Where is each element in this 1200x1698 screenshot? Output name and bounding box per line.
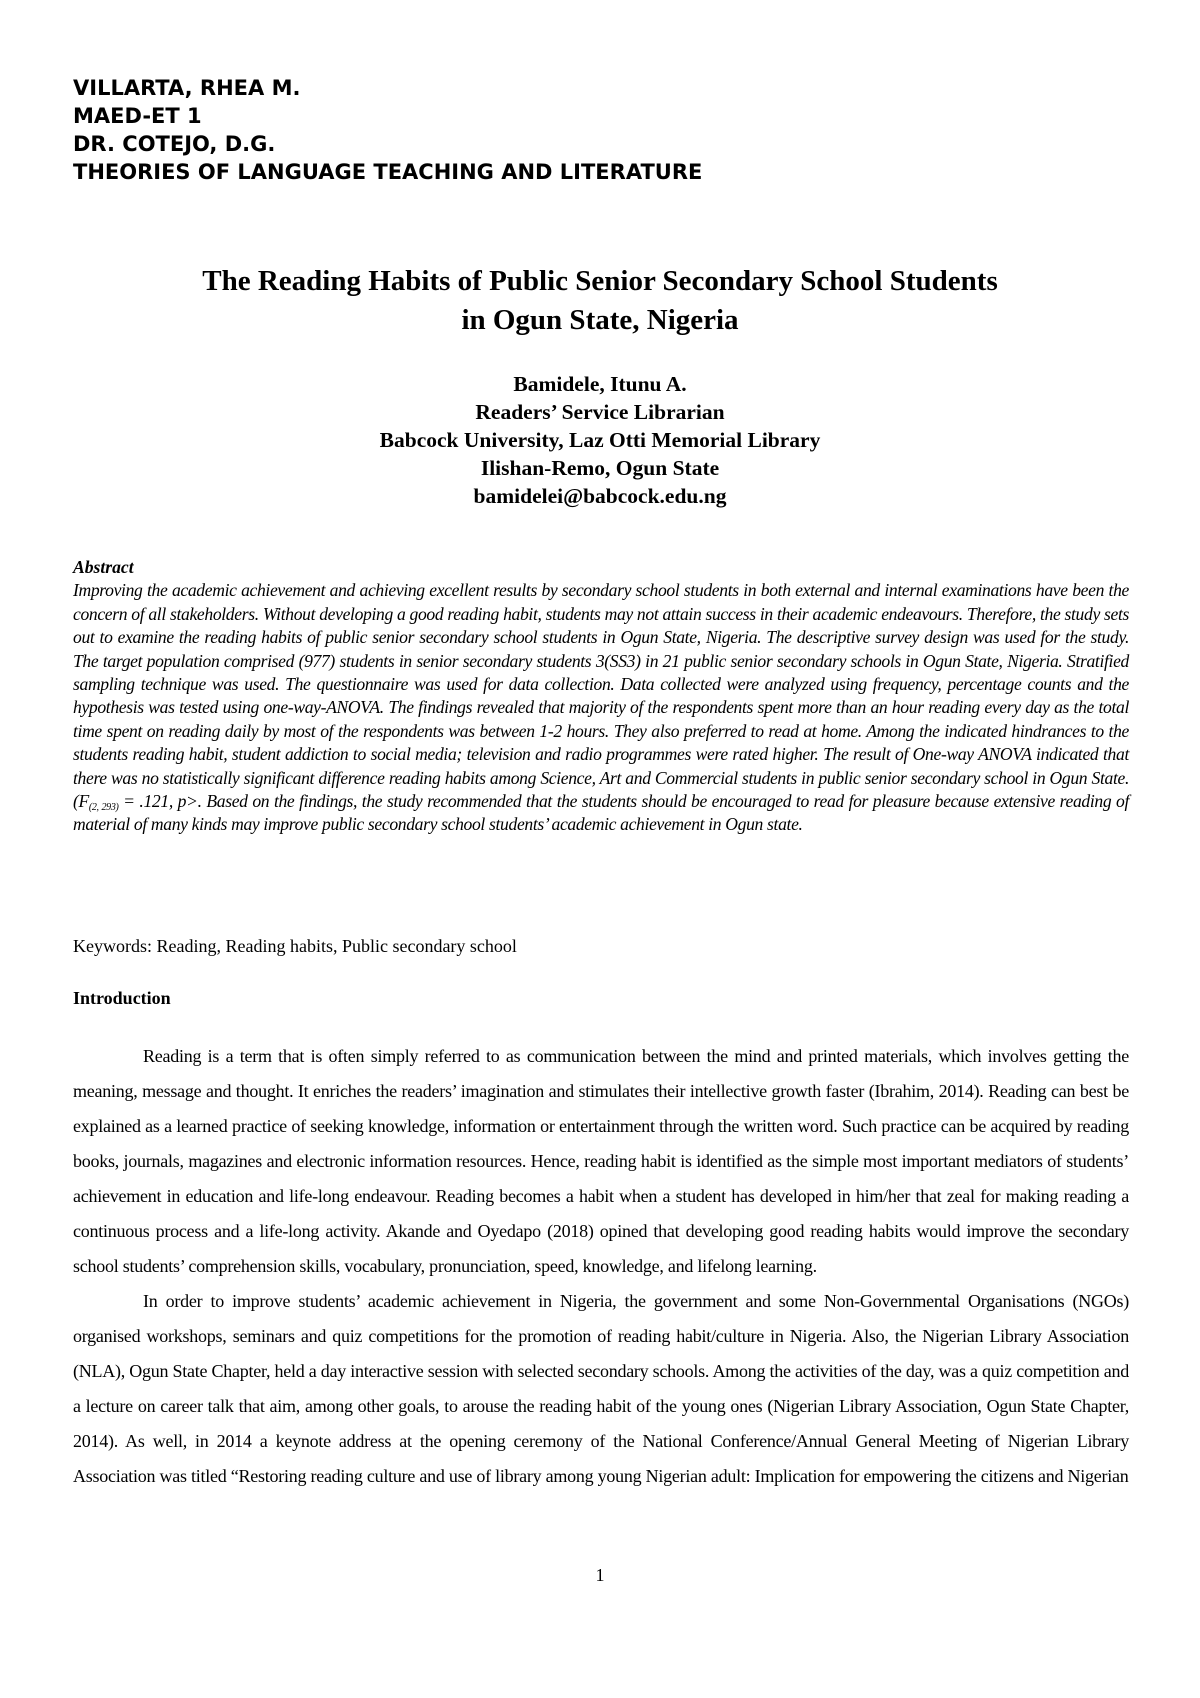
author-name: Bamidele, Itunu A.	[513, 372, 687, 396]
body-paragraph: Reading is a term that is often simply referred to as communication between the mind and printed materials, which involves getting the meaning, message and thought. It enriches the readers’ imagination and stimulates their intellective growth faster (Ibrahim, 2014). Reading can best be explained as a learned practice of seeking knowledge, information or entertainment through the written word. Such practice can be acquired by reading books, journals, magazines and electronic information resources. Hence, reading habit is identified as the simple most important mediators of students’ achievement in education and life-long endeavour. Reading becomes a habit when a student has developed in him/her that zeal for making reading a continuous process and a life-long activity. Akande and Oyedapo (2018) opined that developing good reading habits would improve the secondary school students’ comprehension skills, vocabulary, pronunciation, speed, knowledge, and lifelong learning.	[73, 1046, 1129, 1276]
paper-title	[0, 262, 1200, 340]
abstract-text	[73, 579, 1129, 836]
author-block	[0, 370, 1200, 510]
body-paragraph: In order to improve students’ academic achievement in Nigeria, the government and some Non-Governmental Organisations (NGOs) organised workshops, seminars and quiz competitions for the promotion of reading habit/culture in Nigeria. Also, the Nigerian Library Association (NLA), Ogun State Chapter, held a day interactive session with selected secondary schools. Among the activities of the day, was a quiz competition and a lecture on career talk that aim, among other goals, to arouse the reading habit of the young ones (Nigerian Library Association, Ogun State Chapter, 2014). As well, in 2014 a keynote address at the opening ceremony of the National Conference/Annual General Meeting of Nigerian Library Association was titled “Restoring reading culture and use of library among young Nigerian adult: Implication for empowering the citizens and Nigerian	[73, 1291, 1129, 1486]
keywords-line: Keywords: Reading, Reading habits, Public secondary school	[73, 936, 517, 956]
author-position: Readers’ Service Librarian	[475, 400, 725, 424]
f-statistic-subscript: (2, 293)	[88, 802, 119, 814]
paper-title-line-2: in Ogun State, Nigeria	[461, 304, 739, 336]
course-title: THEORIES OF LANGUAGE TEACHING AND LITERATURE	[73, 160, 703, 184]
student-name: VILLARTA, RHEA M.	[73, 76, 301, 100]
author-institution: Babcock University, Laz Otti Memorial Library	[379, 428, 821, 452]
introduction-body	[73, 1039, 1129, 1494]
paper-title-line-1: The Reading Habits of Public Senior Secondary School Students	[202, 265, 998, 297]
introduction-heading: Introduction	[73, 988, 171, 1008]
student-header	[73, 74, 702, 186]
author-email: bamidelei@babcock.edu.ng	[473, 484, 727, 508]
program-label: MAED-ET 1	[73, 104, 202, 128]
abstract-section	[73, 556, 1129, 837]
abstract-text-main: Improving the academic achievement and achieving excellent results by secondary school students in both external and internal examinations have been the concern of all stakeholders. Without developing a good reading habit, students may not attain success in their academic endeavours. Therefore, the study sets out to examine the reading habits of public senior secondary school students in Ogun State, Nigeria. The descriptive survey design was used for the study. The target population comprised (977) students in senior secondary students 3(SS3) in 21 public senior secondary schools in Ogun State, Nigeria. Stratified sampling technique was used. The questionnaire was used for data collection. Data collected were analyzed using frequency, percentage counts and the hypothesis was tested using one-way-ANOVA. The findings revealed that majority of the respondents spent more than an hour reading every day as the total time spent on reading daily by most of the respondents was between 1-2 hours. They also preferred to read at home. Among the indicated hindrances to the students reading habit, student addiction to social media; television and radio programmes were rated higher. The result of One-way ANOVA indicated that there was no statistically significant difference reading habits among Science, Art and Commercial students in public senior secondary school in Ogun State. (F	[73, 580, 1129, 812]
abstract-text-end: = .121, p>. Based on the findings, the study recommended that the students should be encouraged to read for pleasure because extensive reading of material of many kinds may improve public secondary school students’ academic achievement in Ogun state.	[73, 791, 1129, 835]
page-number: 1	[595, 1565, 605, 1585]
author-location: Ilishan-Remo, Ogun State	[480, 456, 720, 480]
abstract-heading: Abstract	[73, 557, 134, 577]
professor-name: DR. COTEJO, D.G.	[73, 132, 276, 156]
